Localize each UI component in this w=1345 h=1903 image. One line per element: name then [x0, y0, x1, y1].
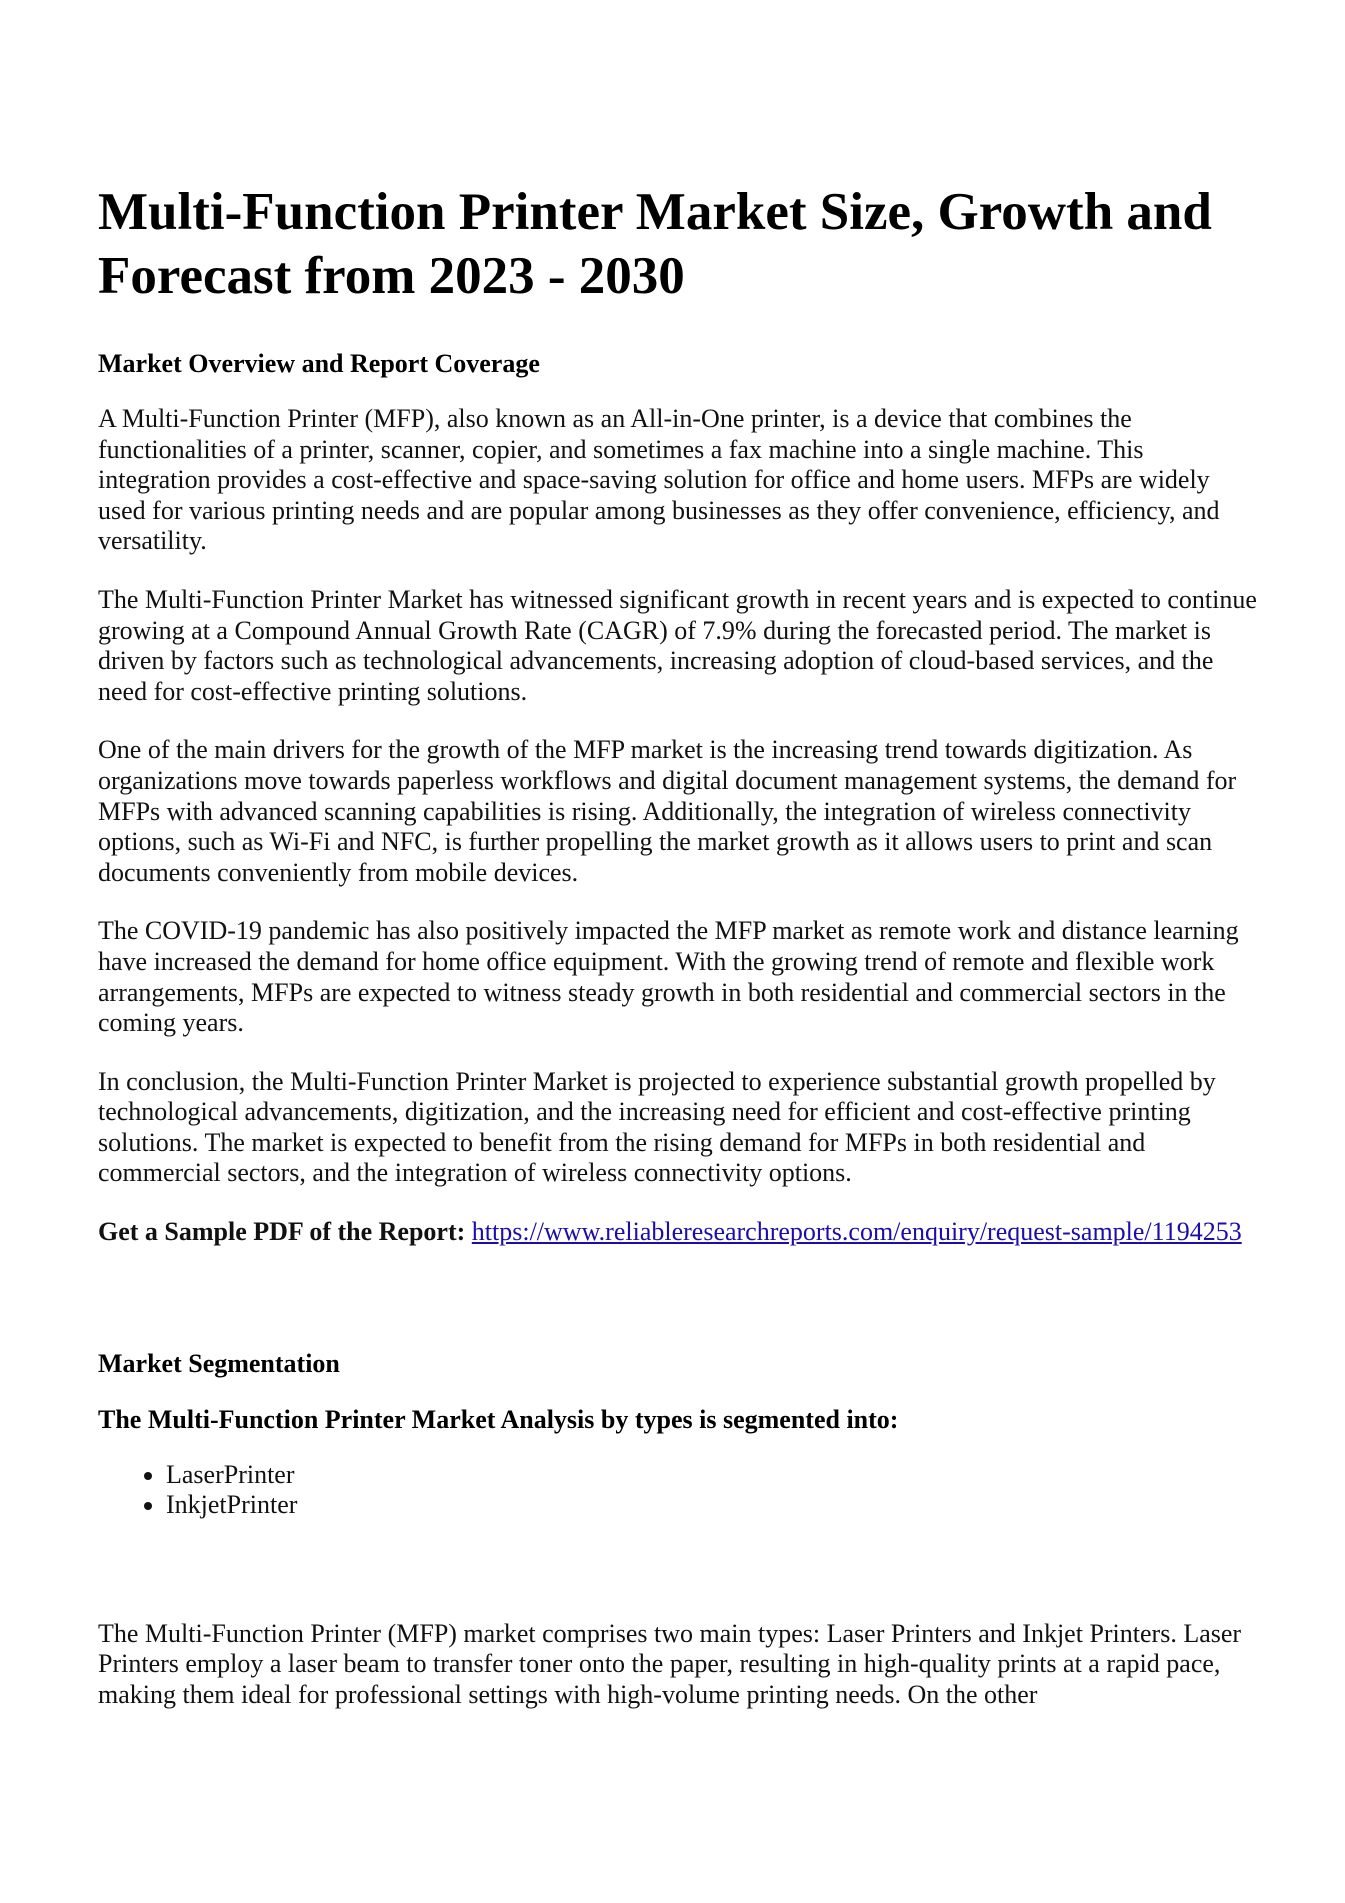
sample-pdf-label: Get a Sample PDF of the Report: — [98, 1217, 466, 1247]
types-list — [98, 1460, 1258, 1521]
segmentation-heading: Market Segmentation — [98, 1348, 340, 1378]
section-spacer — [98, 1276, 1258, 1348]
list-item: • LaserPrinter — [166, 1460, 1258, 1491]
sample-pdf-line — [98, 1217, 1258, 1248]
types-paragraph: The Multi-Function Printer (MFP) market comprises two main types: Laser Printers and Inkjet Printers. Laser Printers employ a laser beam to transfer toner onto the paper, resulting in high-quality prints at a rapid pace, making them ideal for professional settings with high-volume printing needs. On the other — [98, 1618, 1242, 1710]
sample-pdf-link[interactable]: https://www.reliableresearchreports.com/enquiry/request-sample/1194253 — [471, 1217, 1242, 1247]
list-spacer — [98, 1521, 1258, 1619]
list-item: • InkjetPrinter — [166, 1490, 1258, 1521]
overview-paragraph-3: One of the main drivers for the growth of the MFP market is the increasing trend towards digitization. As organizations move towards paperless workflows and digital document management systems, the demand for MFPs with advanced scanning capabilities is rising. Additionally, the integration of wireless connectivity options, such as Wi-Fi and NFC, is further propelling the market growth as it allows users to print and scan documents conveniently from mobile devices. — [98, 735, 1237, 887]
overview-paragraph-1: A Multi-Function Printer (MFP), also known as an All-in-One printer, is a device that combines the functionalities of a printer, scanner, copier, and sometimes a fax machine into a single machine. This integration provides a cost-effective and space-saving solution for office and home users. MFPs are widely used for various printing needs and are popular among businesses as they offer convenience, efficiency, and versatility. — [98, 404, 1220, 556]
overview-paragraph-4: The COVID-19 pandemic has also positively impacted the MFP market as remote work and distance learning have increased the demand for home office equipment. With the growing trend of remote and flexible work arrangements, MFPs are expected to witness steady growth in both residential and commercial sectors in the coming years. — [98, 916, 1239, 1038]
overview-paragraph-2: The Multi-Function Printer Market has witnessed significant growth in recent years and is expected to continue growing at a Compound Annual Growth Rate (CAGR) of 7.9% during the forecasted period. The market is driven by factors such as technological advancements, increasing adoption of cloud-based services, and the need for cost-effective printing solutions. — [98, 584, 1257, 706]
types-heading: The Multi-Function Printer Market Analysis by types is segmented into: — [98, 1404, 899, 1434]
overview-paragraph-5: In conclusion, the Multi-Function Printer Market is projected to experience substantial growth propelled by technological advancements, digitization, and the increasing need for efficient and cost-effective printing solutions. The market is expected to benefit from the rising demand for MFPs in both residential and commercial sectors, and the integration of wireless connectivity options. — [98, 1066, 1216, 1188]
document-page — [98, 180, 1258, 1739]
page-title: Multi-Function Printer Market Size, Growth and Forecast from 2023 - 2030 — [98, 183, 1212, 305]
overview-heading: Market Overview and Report Coverage — [98, 349, 540, 378]
